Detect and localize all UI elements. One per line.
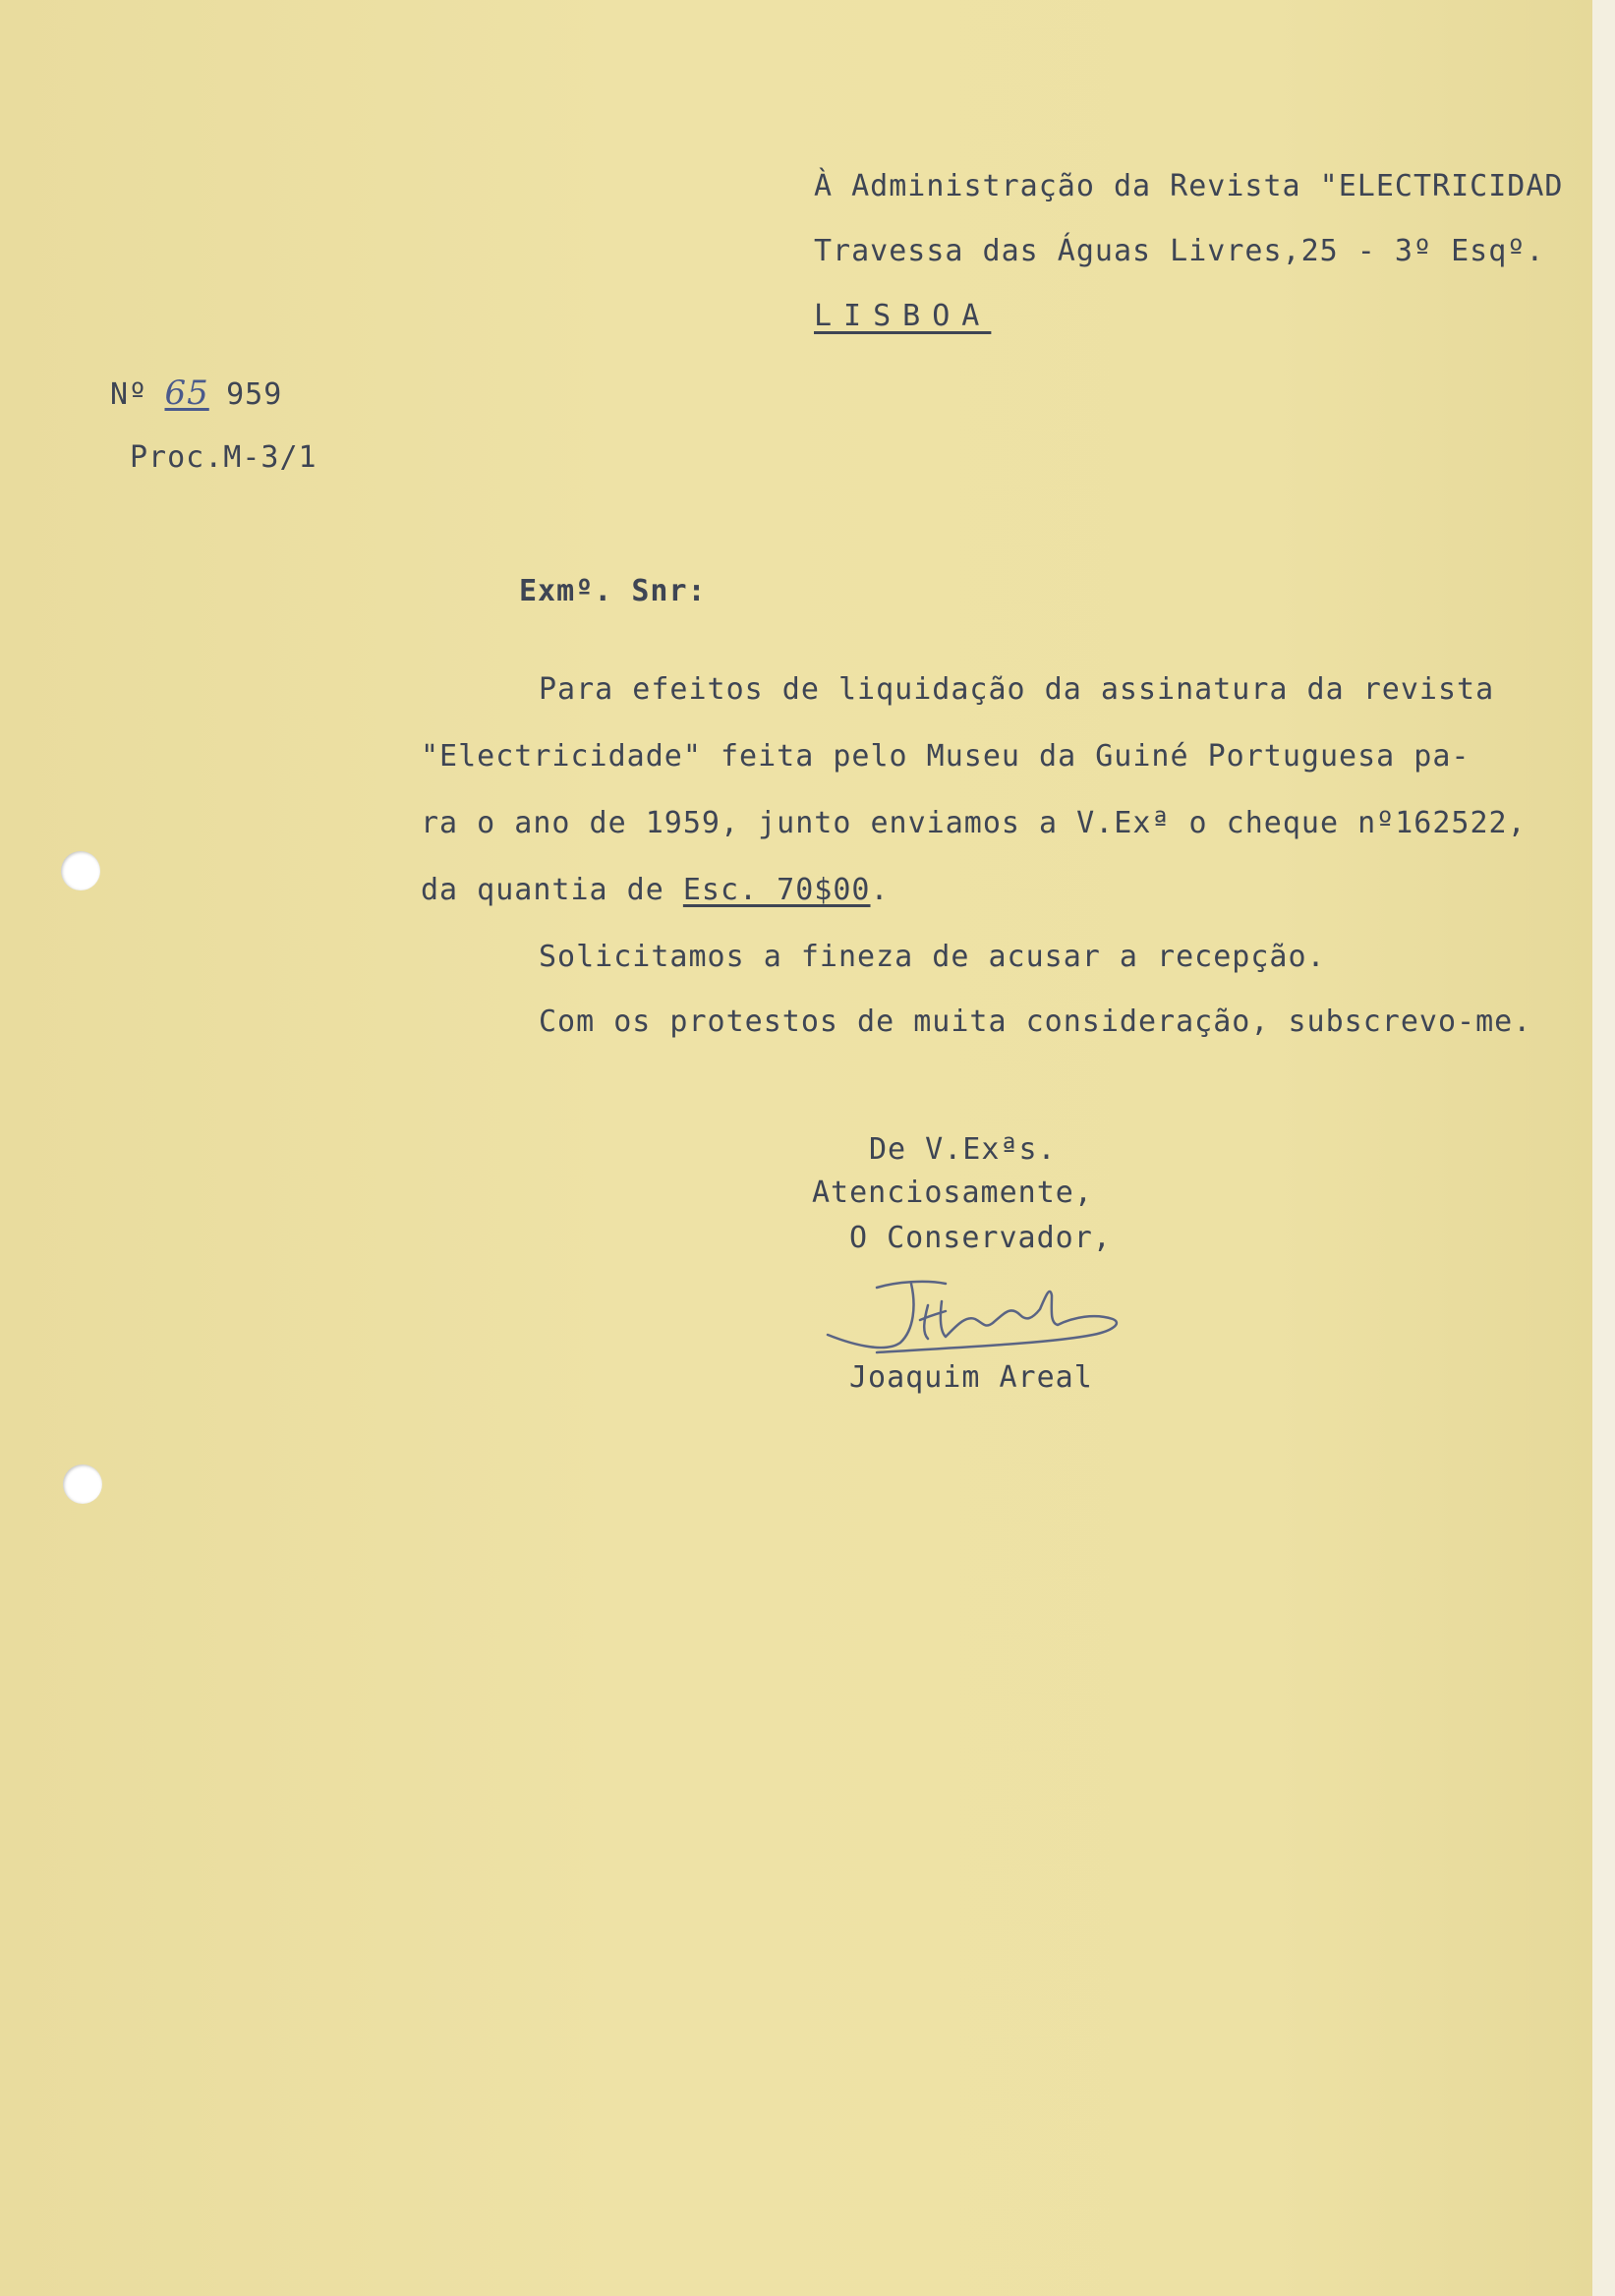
body-line-1: Para efeitos de liquidação da assinatura da revista [539,672,1495,707]
closing-line-1: De V.Exªs. [869,1132,1057,1167]
body-line-4 [421,873,890,908]
punch-hole-top [61,851,100,890]
body-line-3: ra o ano de 1959, junto enviamos a V.Exª o cheque nº162522, [421,806,1527,840]
reference-number-handwritten: 65 [164,373,209,413]
reference-number-suffix: 959 [226,377,283,412]
handwritten-signature [818,1266,1132,1364]
regards-line: Com os protestos de muita consideração, subscrevo-me. [539,1004,1532,1039]
scan-margin [1592,0,1615,2296]
signer-name: Joaquim Areal [849,1360,1093,1395]
closing-title: O Conservador, [849,1221,1112,1255]
amount-value: Esc. 70$00 [682,873,871,907]
process-reference: Proc.M-3/1 [130,440,317,475]
amount-prefix: da quantia de [421,873,683,907]
reference-number-prefix: Nº [110,377,148,412]
recipient-line-2: Travessa das Águas Livres,25 - 3º Esqº. [814,234,1545,268]
amount-suffix: . [870,873,890,907]
salutation: Exmº. Snr: [519,574,707,608]
punch-hole-bottom [63,1464,102,1504]
request-line: Solicitamos a fineza de acusar a recepção. [539,940,1326,974]
body-line-2: "Electricidade" feita pelo Museu da Guiné Portuguesa pa- [421,739,1471,774]
closing-line-2: Atenciosamente, [812,1176,1093,1210]
reference-number [110,375,282,413]
recipient-line-1: À Administração da Revista "ELECTRICIDAD [814,169,1564,203]
recipient-city: LISBOA [814,299,992,333]
